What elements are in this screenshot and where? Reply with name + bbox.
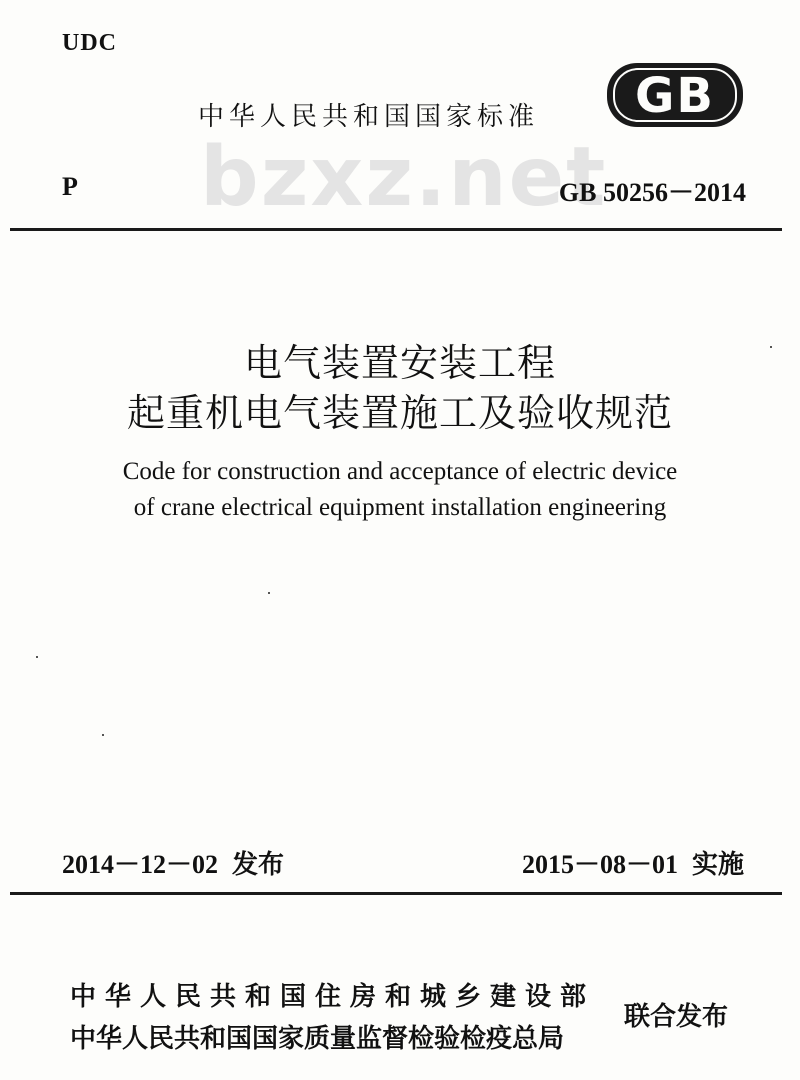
title-en xyxy=(0,454,800,526)
scan-speck xyxy=(36,656,38,658)
bottom-divider xyxy=(10,892,782,895)
scan-speck xyxy=(268,592,270,594)
category-code: P xyxy=(62,172,78,201)
top-divider xyxy=(10,228,782,231)
issuer-aqsiq: 中华人民共和国国家质量监督检验检疫总局 xyxy=(70,1024,565,1054)
issuer-ministry-housing: 中华人民共和国住房和城乡建设部 xyxy=(70,982,596,1012)
implement-date: 2015－08－01 xyxy=(521,850,678,879)
issuers-block xyxy=(70,976,595,1060)
scan-speck xyxy=(102,734,104,736)
joint-issue-label: 联合发布 xyxy=(624,1002,729,1032)
implement-date-line xyxy=(522,844,744,881)
title-block xyxy=(0,338,800,526)
title-cn-line-2: 起重机电气装置施工及验收规范 xyxy=(126,391,673,435)
issue-date-line xyxy=(62,844,284,881)
standard-number: GB 50256－2014 xyxy=(558,178,746,207)
title-en-line-2: of crane electrical equipment installation engineering xyxy=(133,494,667,521)
scan-speck xyxy=(770,346,772,348)
svg-text:GB: GB xyxy=(635,68,715,124)
gb-logo xyxy=(604,60,746,130)
issue-label: 发布 xyxy=(232,850,285,880)
title-cn-line-1: 电气装置安装工程 xyxy=(243,341,556,385)
title-en-line-1: Code for construction and acceptance of electric device xyxy=(122,458,678,485)
watermark: bzxz.net xyxy=(200,130,608,225)
issue-date: 2014－12－02 xyxy=(62,850,219,879)
udc-label: UDC xyxy=(62,30,117,56)
standard-type-heading: 中华人民共和国国家标准 xyxy=(198,102,540,132)
implement-label: 实施 xyxy=(691,850,744,880)
